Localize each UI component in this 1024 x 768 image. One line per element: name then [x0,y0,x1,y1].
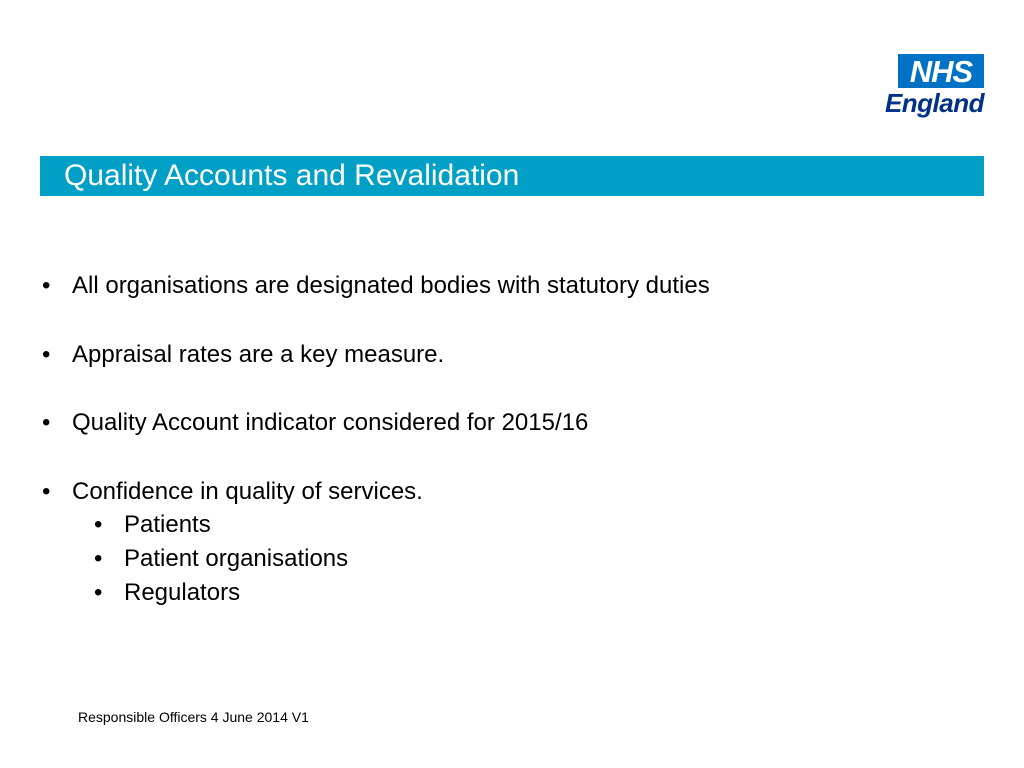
bullet-item [42,477,423,507]
bullet-dot: • [42,341,51,368]
sub-bullet-item [94,578,240,608]
sub-bullet-text: Patients [124,511,211,538]
nhs-england-logo [872,54,984,120]
sub-bullet-text: Patient organisations [124,545,349,572]
bullet-dot: • [42,272,51,299]
bullet-dot: • [94,511,103,538]
nhs-logo-box: NHS [898,54,984,88]
england-logo-text: England [884,88,984,118]
footer-text: Responsible Officers 4 June 2014 V1 [78,709,309,725]
slide-title: Quality Accounts and Revalidation [64,159,520,192]
sub-bullet-item [94,544,348,574]
bullet-text: Quality Account indicator considered for 2015/16 [72,409,589,436]
sub-bullet-item [94,510,211,540]
bullet-dot: • [42,409,51,436]
bullet-dot: • [94,545,103,572]
title-bar [40,156,984,196]
bullet-item [42,271,710,301]
bullet-text: Appraisal rates are a key measure. [72,341,445,368]
bullet-text: Confidence in quality of services. [72,478,423,505]
bullet-dot: • [42,478,51,505]
bullet-item [42,408,588,438]
bullet-item [42,340,444,370]
bullet-dot: • [94,579,103,606]
sub-bullet-text: Regulators [124,579,241,606]
bullet-text: All organisations are designated bodies with statutory duties [72,272,710,299]
